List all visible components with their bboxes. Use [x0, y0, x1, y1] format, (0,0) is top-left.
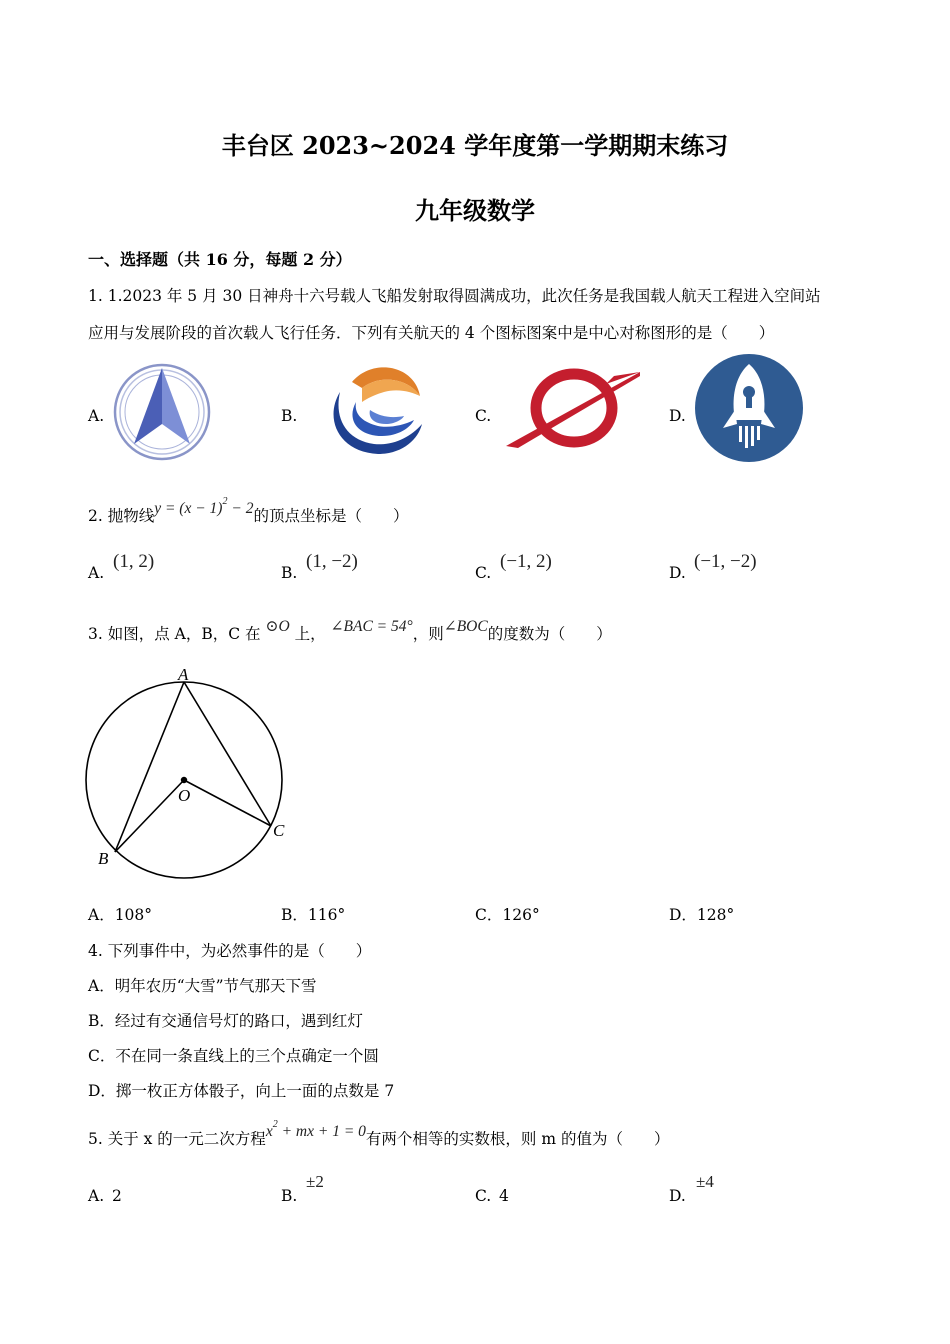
point-o-label: O [178, 786, 191, 805]
q4-option-c: C．不在同一条直线上的三个点确定一个圆 [88, 1047, 379, 1065]
q5-option-c-value: 4 [499, 1187, 509, 1205]
q1-option-d-label: D. [669, 407, 686, 425]
q3-then: ，则 [412, 625, 444, 643]
q2-option-a-value: (1, 2) [113, 551, 155, 572]
q5-option-d-value: ±4 [696, 1172, 714, 1191]
q2-prefix: 2. 抛物线 [88, 507, 155, 525]
q3-prefix: 3. 如图，点 A，B，C 在 [88, 625, 261, 643]
q3-option-a: A．108° [88, 906, 153, 924]
segment-ab [115, 682, 184, 852]
center-point [181, 777, 187, 783]
logo-b-swirl-icon [322, 362, 426, 462]
q5-stem [88, 1119, 670, 1149]
q2-formula-exponent: 2 [222, 496, 228, 507]
q5-option-a-value: 2 [112, 1187, 122, 1205]
q5-option-c-label: C. [475, 1187, 492, 1205]
point-b-label: B [98, 849, 109, 868]
q5-formula-base: x [265, 1123, 273, 1140]
logo-d-rocket-icon [695, 354, 803, 466]
q3-suffix: 的度数为（ ） [487, 625, 612, 643]
q5-option-b-value: ±2 [306, 1172, 324, 1191]
q1-option-c-label: C. [475, 407, 492, 425]
q2-option-a-label: A. [88, 564, 105, 582]
q3-stem [88, 618, 612, 644]
q3-circle-symbol: ⊙O [265, 618, 290, 635]
q2-option-d-value: (−1, −2) [694, 551, 757, 572]
q2-stem [88, 496, 409, 526]
q3-option-c: C．126° [475, 906, 540, 924]
exam-title: 丰台区 2023~2024 学年度第一学期期末练习 [221, 131, 729, 160]
q3-angle-asked: ∠BOC [443, 618, 488, 635]
q4-option-a: A．明年农历“大雪”节气那天下雪 [88, 977, 317, 995]
q1-stem-line2: 应用与发展阶段的首次载人飞行任务．下列有关航天的 4 个图标图案中是中心对称图形的是（ ） [88, 324, 775, 342]
exam-subtitle: 九年级数学 [415, 196, 535, 225]
q5-option-d-label: D. [669, 1187, 686, 1205]
q4-option-d: D．掷一枚正方体骰子，向上一面的点数是 7 [88, 1082, 395, 1100]
segment-ob [115, 780, 184, 852]
section-heading: 一、选择题（共 16 分，每题 2 分） [88, 250, 352, 269]
q5-formula-exponent: 2 [272, 1119, 278, 1130]
q3-angle-given: ∠BAC = 54° [330, 618, 413, 635]
q1-option-b-label: B. [281, 407, 298, 425]
q5-prefix: 5. 关于 x 的一元二次方程 [88, 1130, 266, 1148]
q5-suffix: 有两个相等的实数根，则 m 的值为（ ） [365, 1130, 670, 1148]
point-a-label: A [178, 665, 189, 684]
q2-formula-tail: − 2 [227, 500, 254, 517]
q4-option-b: B．经过有交通信号灯的路口，遇到红灯 [88, 1012, 363, 1030]
q3-circle-figure [80, 664, 300, 888]
q1-option-a-label: A. [88, 407, 105, 425]
q5-formula [266, 1119, 366, 1141]
q2-formula-base: y = (x − 1) [154, 500, 223, 517]
q2-option-c-label: C. [475, 564, 492, 582]
q1-stem-line1: 1. 1.2023 年 5 月 30 日神舟十六号载人飞船发射取得圆满成功，此次任务是我国载人航天工程进入空间站 [88, 287, 821, 305]
q2-option-d-label: D. [669, 564, 686, 582]
segment-ac [184, 682, 271, 826]
q3-option-b: B．116° [281, 906, 346, 924]
q5-option-a-label: A. [88, 1187, 105, 1205]
q5-option-b-label: B. [281, 1187, 298, 1205]
q2-option-b-label: B. [281, 564, 298, 582]
q2-formula [154, 496, 253, 518]
q2-suffix: 的顶点坐标是（ ） [253, 507, 409, 525]
q3-option-d: D．128° [669, 906, 735, 924]
q3-on: 上， [294, 625, 326, 643]
q2-option-c-value: (−1, 2) [500, 551, 552, 572]
logo-c-orbit-icon [502, 366, 642, 452]
q2-option-b-value: (1, −2) [306, 551, 358, 572]
q4-stem: 4. 下列事件中，为必然事件的是（ ） [88, 942, 372, 960]
point-c-label: C [273, 821, 285, 840]
logo-a-compass-icon [112, 362, 212, 466]
q5-formula-tail: + mx + 1 = 0 [277, 1123, 366, 1140]
